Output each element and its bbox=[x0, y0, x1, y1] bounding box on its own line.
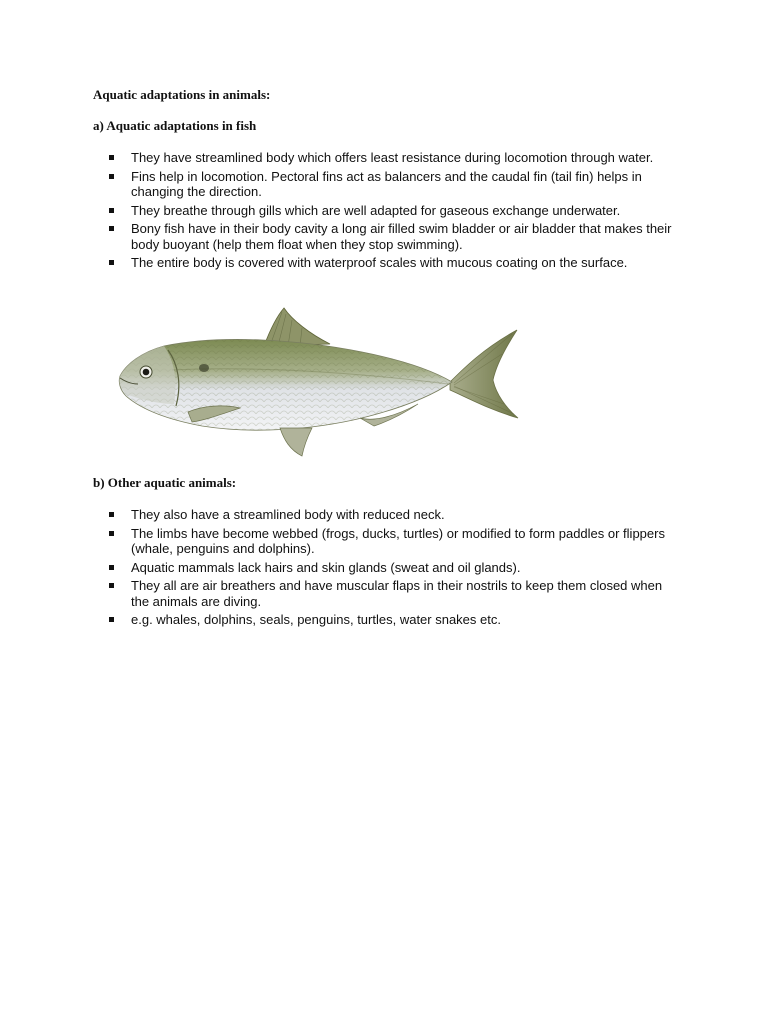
other-animals-list bbox=[93, 507, 673, 631]
square-bullet-icon bbox=[109, 583, 114, 588]
list-item bbox=[93, 221, 673, 252]
document-title: Aquatic adaptations in animals: bbox=[93, 87, 271, 102]
section-heading-fish: a) Aquatic adaptations in fish bbox=[93, 118, 257, 133]
square-bullet-icon bbox=[109, 174, 114, 179]
list-item-text: The entire body is covered with waterproof scales with mucous coating on the surface. bbox=[131, 255, 628, 270]
list-item bbox=[93, 507, 673, 523]
list-item bbox=[93, 560, 673, 576]
square-bullet-icon bbox=[109, 531, 114, 536]
square-bullet-icon bbox=[109, 565, 114, 570]
list-item bbox=[93, 526, 673, 557]
pelvic-fin bbox=[280, 428, 312, 456]
list-item-text: Bony fish have in their body cavity a long air filled swim bladder or air bladder that makes their body buoyant (help them float when they stop swimming). bbox=[131, 221, 672, 252]
square-bullet-icon bbox=[109, 208, 114, 213]
square-bullet-icon bbox=[109, 512, 114, 517]
fish-illustration bbox=[112, 300, 522, 460]
square-bullet-icon bbox=[109, 155, 114, 160]
fish-adaptations-list bbox=[93, 150, 673, 274]
list-item-text: The limbs have become webbed (frogs, ducks, turtles) or modified to form paddles or flippers (whale, penguins and dolphins). bbox=[131, 525, 665, 556]
list-item bbox=[93, 578, 673, 609]
fish-icon bbox=[112, 300, 522, 460]
list-item bbox=[93, 150, 673, 166]
list-item bbox=[93, 203, 673, 219]
square-bullet-icon bbox=[109, 617, 114, 622]
list-item-text: Fins help in locomotion. Pectoral fins act as balancers and the caudal fin (tail fin) helps in changing the direction. bbox=[131, 168, 642, 199]
list-item bbox=[93, 255, 673, 271]
list-item bbox=[93, 612, 673, 628]
list-item-text: e.g. whales, dolphins, seals, penguins, turtles, water snakes etc. bbox=[131, 612, 501, 627]
list-item-text: They also have a streamlined body with reduced neck. bbox=[131, 507, 445, 522]
square-bullet-icon bbox=[109, 260, 114, 265]
list-item-text: They have streamlined body which offers least resistance during locomotion through water. bbox=[131, 150, 654, 165]
list-item bbox=[93, 169, 673, 200]
section-heading-other: b) Other aquatic animals: bbox=[93, 475, 237, 490]
list-item-text: They breathe through gills which are well adapted for gaseous exchange underwater. bbox=[131, 202, 621, 218]
list-item-text: Aquatic mammals lack hairs and skin glands (sweat and oil glands). bbox=[131, 559, 521, 575]
square-bullet-icon bbox=[109, 226, 114, 231]
caudal-fin bbox=[450, 330, 518, 418]
list-item-text: They all are air breathers and have muscular flaps in their nostrils to keep them closed when the animals are diving. bbox=[131, 578, 663, 609]
